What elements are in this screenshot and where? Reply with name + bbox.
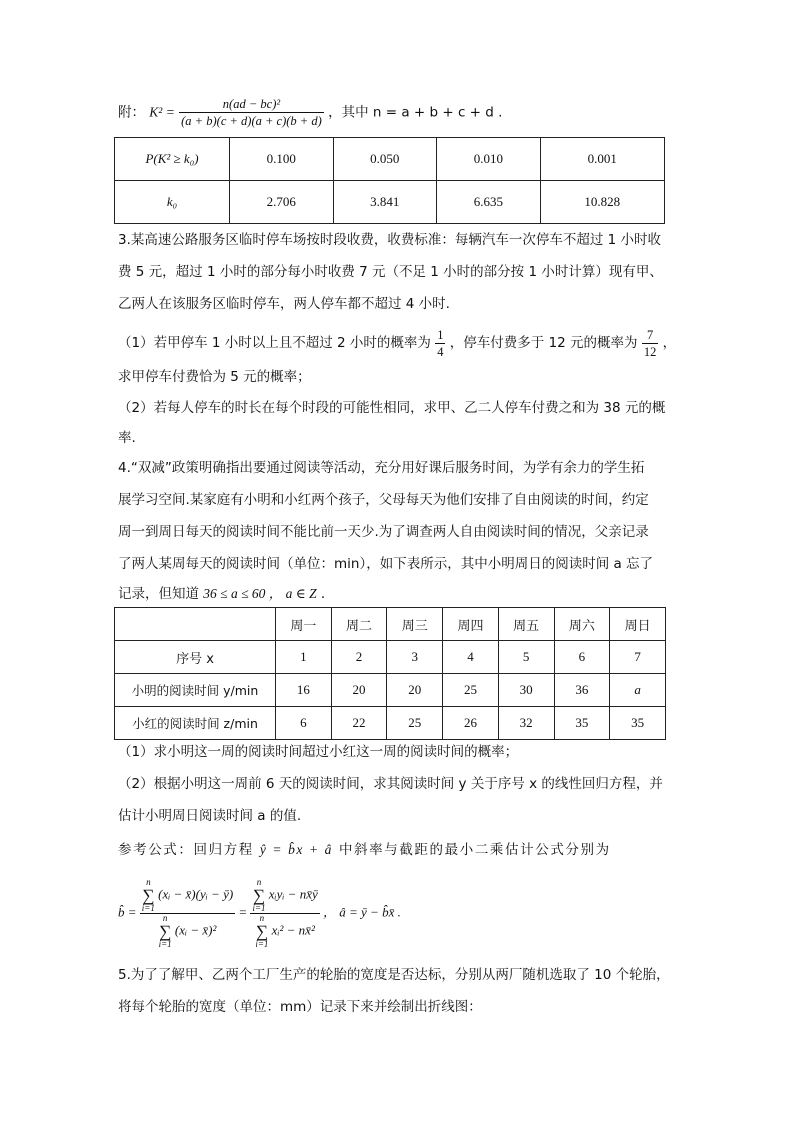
- sum-symbol: n ∑ i=1: [141, 877, 155, 913]
- reading-time-table: [114, 607, 666, 740]
- k2-fraction: [179, 96, 324, 129]
- table-cell: 30: [498, 674, 554, 707]
- table-cell: 4: [443, 641, 499, 674]
- q4-reference: [118, 840, 611, 860]
- q5-line-1: 5.为了了解甲、乙两个工厂生产的轮胎的宽度是否达标，分别从两厂随机选取了 10 个轮胎，: [118, 967, 670, 983]
- table-cell: 35: [610, 707, 666, 740]
- q3-line-2: 费 5 元，超过 1 小时的部分每小时收费 7 元（不足 1 小时的部分按 1 小时计算）现有甲、: [118, 264, 663, 280]
- q4-line-2: 展学习空间.某家庭有小明和小红两个孩子，父母每天为他们安排了自由阅读的时间，约定: [118, 492, 649, 508]
- k2-numerator: n(ad − bc)²: [179, 96, 324, 113]
- q4-sub-1: （1）求小明这一周的阅读时间超过小红这一周的阅读时间的概率；: [118, 744, 519, 760]
- frac-num: [140, 878, 235, 914]
- frac-num: [250, 878, 319, 914]
- equals-sign: =: [238, 904, 248, 920]
- denominator-1: (xᵢ − x̄)²: [174, 922, 217, 938]
- table-cell: 32: [498, 707, 554, 740]
- table-row: [115, 707, 666, 740]
- q3-line-1: 3.某高速公路服务区临时停车场按时段收费，收费标准：每辆汽车一次停车不超过 1 小时收: [118, 232, 662, 248]
- table-row: [115, 674, 666, 707]
- table-header: 周六: [554, 608, 610, 641]
- frac-den: [250, 914, 319, 949]
- table-cell: 1: [276, 641, 332, 674]
- table-header: 周日: [610, 608, 666, 641]
- table-row: [115, 608, 666, 641]
- table-cell: 20: [387, 674, 443, 707]
- table-header: 周三: [387, 608, 443, 641]
- table-cell: 0.050: [333, 138, 437, 181]
- table-cell: 7: [610, 641, 666, 674]
- table-cell: 0.010: [437, 138, 541, 181]
- table-cell: 0.001: [540, 138, 664, 181]
- table-cell: 6: [554, 641, 610, 674]
- a-hat-formula: ， â = ȳ − b̂x̄ .: [323, 904, 401, 920]
- q3-part2-line-2: 率.: [118, 430, 136, 446]
- q4-line-5: [118, 584, 325, 604]
- denominator-2: xᵢ² − nx̄²: [271, 922, 315, 938]
- q5-line-2: 将每个轮胎的宽度（单位：mm）记录下来并绘制出折线图：: [118, 999, 482, 1015]
- table-cell: 5: [498, 641, 554, 674]
- k2-lhs: K² =: [149, 104, 175, 120]
- frac-den: 12: [643, 344, 657, 359]
- fraction-7-12: [642, 327, 659, 360]
- table-cell: a: [610, 674, 666, 707]
- table-cell: 22: [331, 707, 387, 740]
- table-corner: [115, 608, 276, 641]
- table-cell: 36: [554, 674, 610, 707]
- q3-part1-b: ，停车付费多于 12 元的概率为: [449, 335, 638, 351]
- q3-part1: [118, 326, 676, 360]
- table-cell: 26: [443, 707, 499, 740]
- q3-part1-a: （1）若甲停车 1 小时以上且不超过 2 小时的概率为: [118, 335, 431, 351]
- frac-den: 4: [437, 344, 444, 359]
- table-cell: 25: [443, 674, 499, 707]
- table-cell: 25: [387, 707, 443, 740]
- formula-fraction-1: [140, 878, 235, 949]
- formula-fraction-2: [250, 878, 319, 949]
- table-cell: 16: [276, 674, 332, 707]
- q3-part2-line-1: （2）若每人停车的时长在每个时段的可能性相同，求甲、乙二人停车付费之和为 38 元的概: [118, 400, 666, 416]
- table-cell: 20: [331, 674, 387, 707]
- table-cell: 3: [387, 641, 443, 674]
- sum-symbol: n ∑ i=1: [158, 913, 172, 949]
- q4-range-math: 36 ≤ a ≤ 60 ， a ∈ Z: [203, 586, 317, 601]
- q3-part1-line-2: 求甲停车付费恰为 5 元的概率；: [118, 369, 311, 385]
- critical-value-table: [114, 137, 665, 224]
- table-header: 周五: [498, 608, 554, 641]
- q3-part1-c: ，: [662, 335, 677, 351]
- appendix-prefix: 附：: [118, 104, 145, 121]
- frac-den: [140, 914, 235, 949]
- table-row: [115, 138, 665, 181]
- least-squares-formula: [118, 878, 401, 949]
- q4-line-1: 4.“双减”政策明确指出要通过阅读等活动，充分用好课后服务时间，为学有余力的学生拓: [118, 460, 645, 476]
- q4-line-5-end: .: [320, 586, 326, 602]
- frac-num: 1: [437, 327, 444, 342]
- q4-line-4: 了两人某周每天的阅读时间（单位：min），如下表所示，其中小明周日的阅读时间 a 忘了: [118, 556, 654, 572]
- regression-equation: ŷ = b̂x + â: [259, 842, 334, 857]
- reference-label: 参考公式：回归方程: [118, 842, 254, 858]
- table-cell: 6: [276, 707, 332, 740]
- table-cell: 10.828: [540, 181, 664, 224]
- p-label: P(K² ≥ k₀): [115, 138, 230, 181]
- table-cell: 6.635: [437, 181, 541, 224]
- k2-denominator: (a + b)(c + d)(a + c)(b + d): [181, 114, 322, 128]
- fraction-1-4: [435, 327, 445, 360]
- appendix-formula: [118, 96, 502, 129]
- k0-label: k₀: [115, 181, 230, 224]
- row-label-y: 小明的阅读时间 y/min: [115, 674, 276, 707]
- q4-sub-2-line-2: 估计小明周日阅读时间 a 的值.: [118, 808, 302, 824]
- table-cell: 35: [554, 707, 610, 740]
- table-cell: 3.841: [333, 181, 437, 224]
- sum-symbol: n ∑ i=1: [252, 877, 266, 913]
- reference-desc: 中斜率与截距的最小二乘估计公式分别为: [338, 842, 611, 858]
- sum-symbol: n ∑ i=1: [255, 913, 269, 949]
- row-label-z: 小红的阅读时间 z/min: [115, 707, 276, 740]
- table-cell: 0.100: [230, 138, 334, 181]
- b-hat: b̂ =: [118, 904, 137, 920]
- table-header: 周二: [331, 608, 387, 641]
- table-header: 周四: [443, 608, 499, 641]
- frac-num: 7: [642, 327, 659, 344]
- table-row: [115, 181, 665, 224]
- appendix-suffix: ，其中 n = a + b + c + d .: [328, 104, 503, 121]
- q4-sub-2-line-1: （2）根据小明这一周前 6 天的阅读时间，求其阅读时间 y 关于序号 x 的线性回归方程，并: [118, 776, 663, 792]
- row-label-x: 序号 x: [115, 641, 276, 674]
- table-header: 周一: [276, 608, 332, 641]
- q4-line-3: 周一到周日每天的阅读时间不能比前一天少.为了调查两人自由阅读时间的情况，父亲记录: [118, 524, 649, 540]
- table-cell: 2.706: [230, 181, 334, 224]
- q3-line-3: 乙两人在该服务区临时停车，两人停车都不超过 4 小时.: [118, 296, 450, 312]
- q4-line-5-text: 记录，但知道: [118, 586, 199, 602]
- numerator-1: (xᵢ − x̄)(yᵢ − ȳ): [158, 886, 234, 902]
- table-row: [115, 641, 666, 674]
- table-cell: 2: [331, 641, 387, 674]
- numerator-2: xᵢyᵢ − nx̄ȳ: [268, 886, 318, 902]
